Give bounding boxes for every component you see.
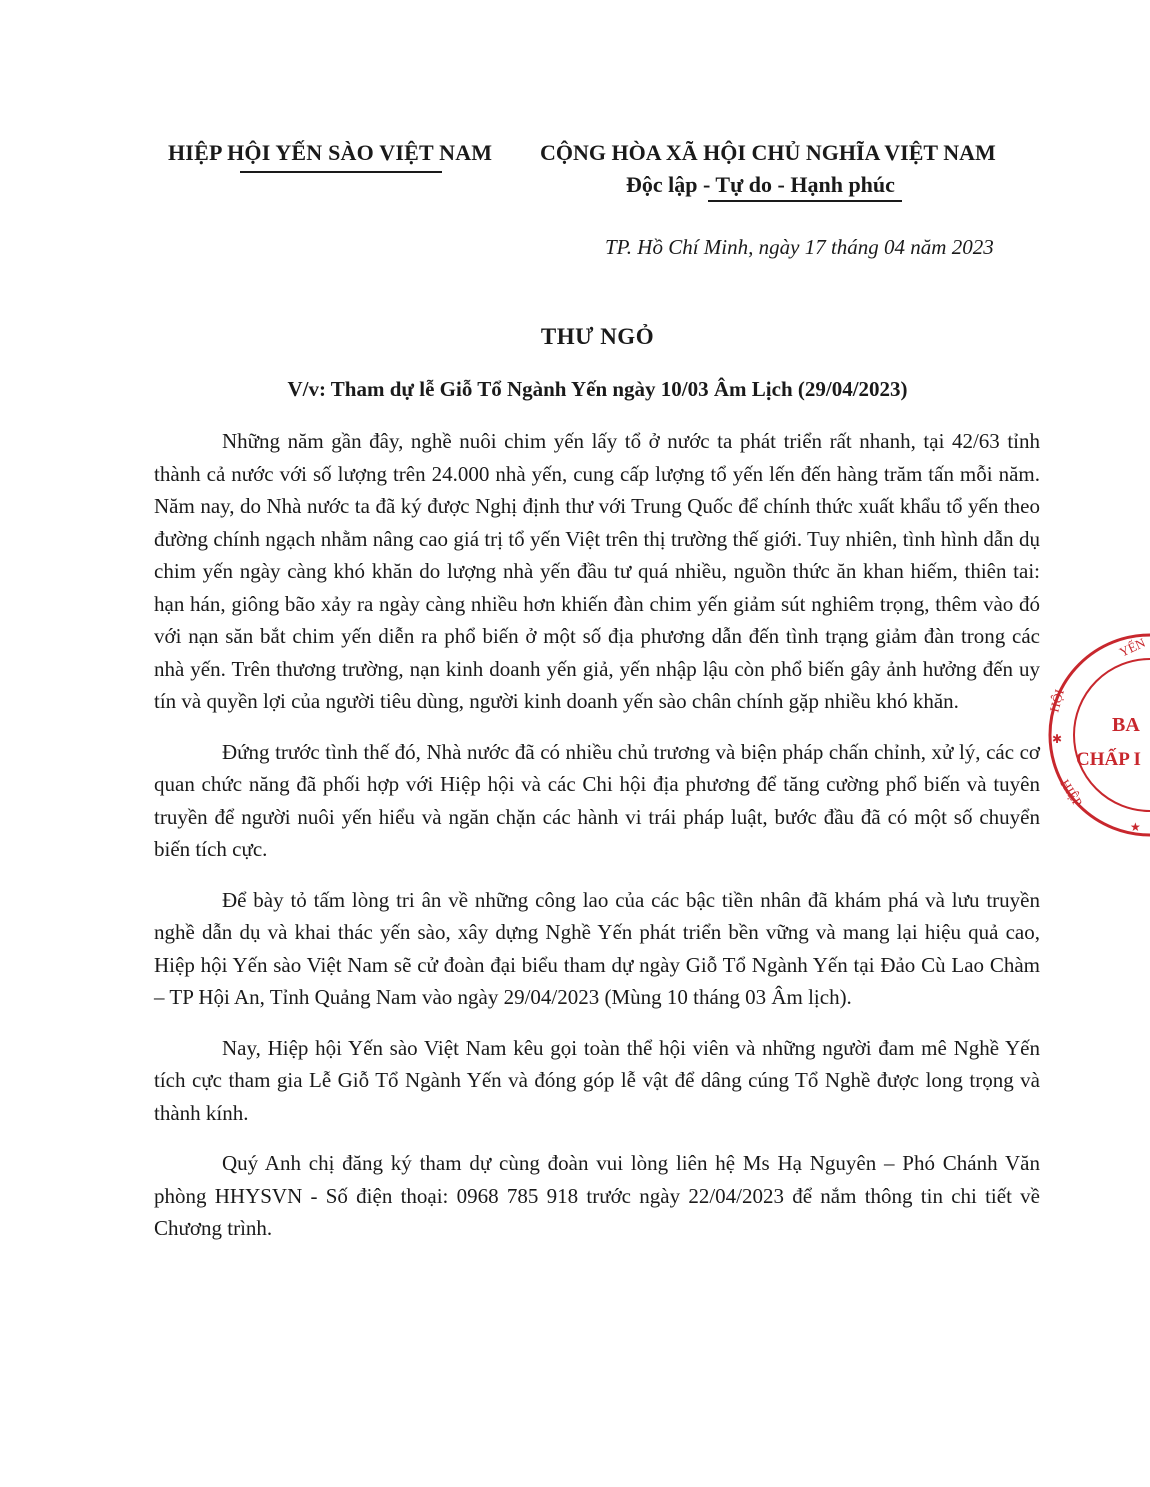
body-paragraph: Để bày tỏ tấm lòng tri ân về những công lao của các bậc tiền nhân đã khám phá và lưu truyền nghề dẫn dụ và khai thác yến sào, xây dựng Nghề Yến phát triển bền vững và mang lại hiệu quả cao, Hiệp hội Yến sào Việt Nam sẽ cử đoàn đại biểu tham dự ngày Giỗ Tổ Ngành Yến tại Đảo Cù Lao Chàm – TP Hội An, Tỉnh Quảng Nam vào ngày 29/04/2023 (Mùng 10 tháng 03 Âm lịch). bbox=[154, 887, 1040, 1009]
body-paragraph: Đứng trước tình thế đó, Nhà nước đã có nhiều chủ trương và biện pháp chấn chỉnh, xử lý, các cơ quan chức năng đã phối hợp với Hiệp hội và các Chi hội địa phương để tăng cường phổ biến và tuyên truyền để người nuôi yến hiểu và ngăn chặn các hành vi trái pháp luật, bước đầu đã có một số chuyển biến tích cực. bbox=[154, 739, 1040, 861]
body-paragraph: Nay, Hiệp hội Yến sào Việt Nam kêu gọi toàn thể hội viên và những người đam mê Nghề Yến tích cực tham gia Lễ Giỗ Tổ Ngành Yến và đóng góp lễ vật để dâng cúng Tổ Nghề được long trọng và thành kính. bbox=[154, 1035, 1040, 1125]
red-seal bbox=[1040, 625, 1150, 845]
organization-underline bbox=[240, 171, 442, 173]
national-motto: Độc lập - Tự do - Hạnh phúc bbox=[626, 172, 895, 197]
date-line: TP. Hồ Chí Minh, ngày 17 tháng 04 năm 2023 bbox=[605, 235, 994, 259]
seal-ring-text-top: YẾN bbox=[1116, 634, 1148, 660]
body-paragraph: Những năm gần đây, nghề nuôi chim yến lấy tổ ở nước ta phát triển rất nhanh, tại 42/63 tỉnh thành cả nước với số lượng trên 24.000 nhà yến, cung cấp lượng tổ yến lến đến hàng trăm tấn mỗi năm. Năm nay, do Nhà nước ta đã ký được Nghị định thư với Trung Quốc để chính thức xuất khẩu tổ yến theo đường chính ngạch nhằm nâng cao giá trị tổ yến Việt trên thị trường thế giới. Tuy nhiên, tình hình dẫn dụ chim yến ngày càng khó khăn do lượng nhà yến đầu tư quá nhiều, nguồn thức ăn khan hiếm, thiên tai: hạn hán, giông bão xảy ra ngày càng nhiều hơn khiến đàn chim yến giảm sút nghiêm trọng, thêm vào đó với nạn săn bắt chim yến diễn ra phổ biến ở một số địa phương dẫn đến tình trạng giảm đàn trong các nhà yến. Trên thương trường, nạn kinh doanh yến giả, yến nhập lậu còn phổ biến gây ảnh hưởng đến uy tín và quyền lợi của người tiêu dùng, người kinh doanh yến sào chân chính gặp nhiều khó khăn. bbox=[154, 429, 1040, 713]
letter-body bbox=[154, 425, 1040, 1263]
body-paragraph: Quý Anh chị đăng ký tham dự cùng đoàn vui lòng liên hệ Ms Hạ Nguyên – Phó Chánh Văn phòng HHYSVN - Số điện thoại: 0968 785 918 trước ngày 22/04/2023 để nắm thông tin chi tiết về Chương trình. bbox=[154, 1151, 1040, 1240]
seal-center-line-2: CHẤP I bbox=[1076, 749, 1141, 770]
seal-star-bottom: ★ bbox=[1130, 820, 1141, 834]
letter-subject: V/v: Tham dự lễ Giỗ Tổ Ngành Yến ngày 10/03 Âm Lịch (29/04/2023) bbox=[287, 377, 908, 401]
seal-star-left: ✱ bbox=[1052, 732, 1063, 746]
letter-title: THƯ NGỎ bbox=[540, 324, 655, 349]
motto-underline bbox=[708, 200, 902, 202]
seal-ring-text-bottom: HIỆP bbox=[1057, 776, 1086, 810]
seal-center-line-1: BA bbox=[1112, 714, 1140, 736]
seal-ring-text-left: HỘI bbox=[1046, 687, 1067, 714]
organization-name: HIỆP HỘI YẾN SÀO VIỆT NAM bbox=[168, 140, 493, 165]
national-title: CỘNG HÒA XÃ HỘI CHỦ NGHĨA VIỆT NAM bbox=[540, 140, 996, 165]
